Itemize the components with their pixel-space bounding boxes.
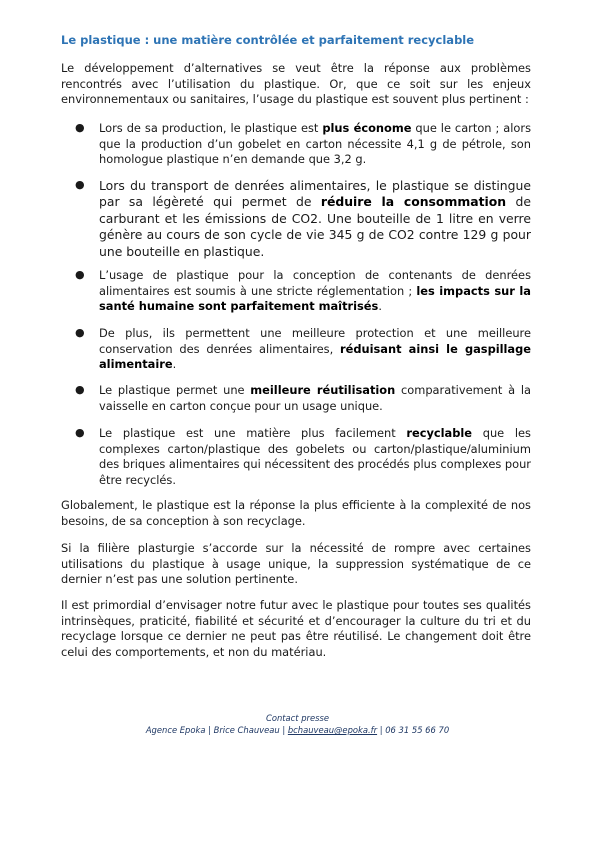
bullet-icon: ● [75,326,85,339]
bullet-text: L’usage de plastique pour la conception de contenants de denrées alimentaires est soumis à une stricte réglementation ; les impacts sur la santé humaine sont parfaitement maîtrisés. [99,268,531,314]
body-paragraph: Globalement, le plastique est la réponse la plus efficiente à la complexité de nos besoins, de sa conception à son recyclage. [61,498,531,528]
bullet-text: Lors de sa production, le plastique est plus économe que le carton ; alors que la production d’un gobelet en carton nécessite 4,1 g de pétrole, son homologue plastique n’en demande que 3,2 g. [99,121,531,167]
bullet-text: Le plastique permet une meilleure réutilisation comparativement à la vaisselle en carton conçue pour un usage unique. [99,383,531,413]
section-title: Le plastique : une matière contrôlée et parfaitement recyclable [61,33,475,47]
bullet-icon: ● [75,426,85,439]
bullet-text: Lors du transport de denrées alimentaires, le plastique se distingue par sa légèreté qui permet de réduire la consommation de carburant et les émissions de CO2. Une bouteille de 1 litre en verre génère au cours de son cycle de vie 345 g de CO2 contre 129 g pour une bouteille en plastique. [99,178,531,259]
bullet-icon: ● [75,121,85,134]
intro-paragraph: Le développement d’alternatives se veut être la réponse aux problèmes rencontrés avec l’utilisation du plastique. Or, que ce soit sur les enjeux environnementaux ou sanitaires, l’usage du plastique est souvent plus pertinent : [61,61,531,107]
body-paragraph: Si la filière plasturgie s’accorde sur la nécessité de rompre avec certaines utilisations du plastique à usage unique, la suppression systématique de ce dernier n’est pas une solution pertinente. [61,541,531,587]
footer-heading: Contact presse [265,713,330,723]
bullet-icon: ● [75,383,85,396]
email-link[interactable]: bchauveau@epoka.fr [287,725,378,735]
bullet-icon: ● [75,268,85,281]
footer-agency: Agence Epoka | Brice Chauveau | [145,725,288,735]
footer-contact [0,725,595,735]
bullet-text: De plus, ils permettent une meilleure protection et une meilleure conservation des denrées alimentaires, réduisant ainsi le gaspillage alimentaire. [99,326,531,372]
bullet-text: Le plastique est une matière plus facilement recyclable que les complexes carton/plastique des gobelets ou carton/plastique/aluminium des briques alimentaires qui nécessitent des procédés plus complexes pour être recyclés. [99,426,531,487]
body-paragraph: Il est primordial d’envisager notre futur avec le plastique pour toutes ses qualités intrinsèques, praticité, fiabilité et sécurité et d’encourager la culture du tri et du recyclage lorsque ce dernier ne peut pas être réutilisé. Le changement doit être celui des comportements, et non du matériau. [61,598,531,659]
footer-phone: | 06 31 55 66 70 [377,725,450,735]
bullet-icon: ● [75,178,85,191]
